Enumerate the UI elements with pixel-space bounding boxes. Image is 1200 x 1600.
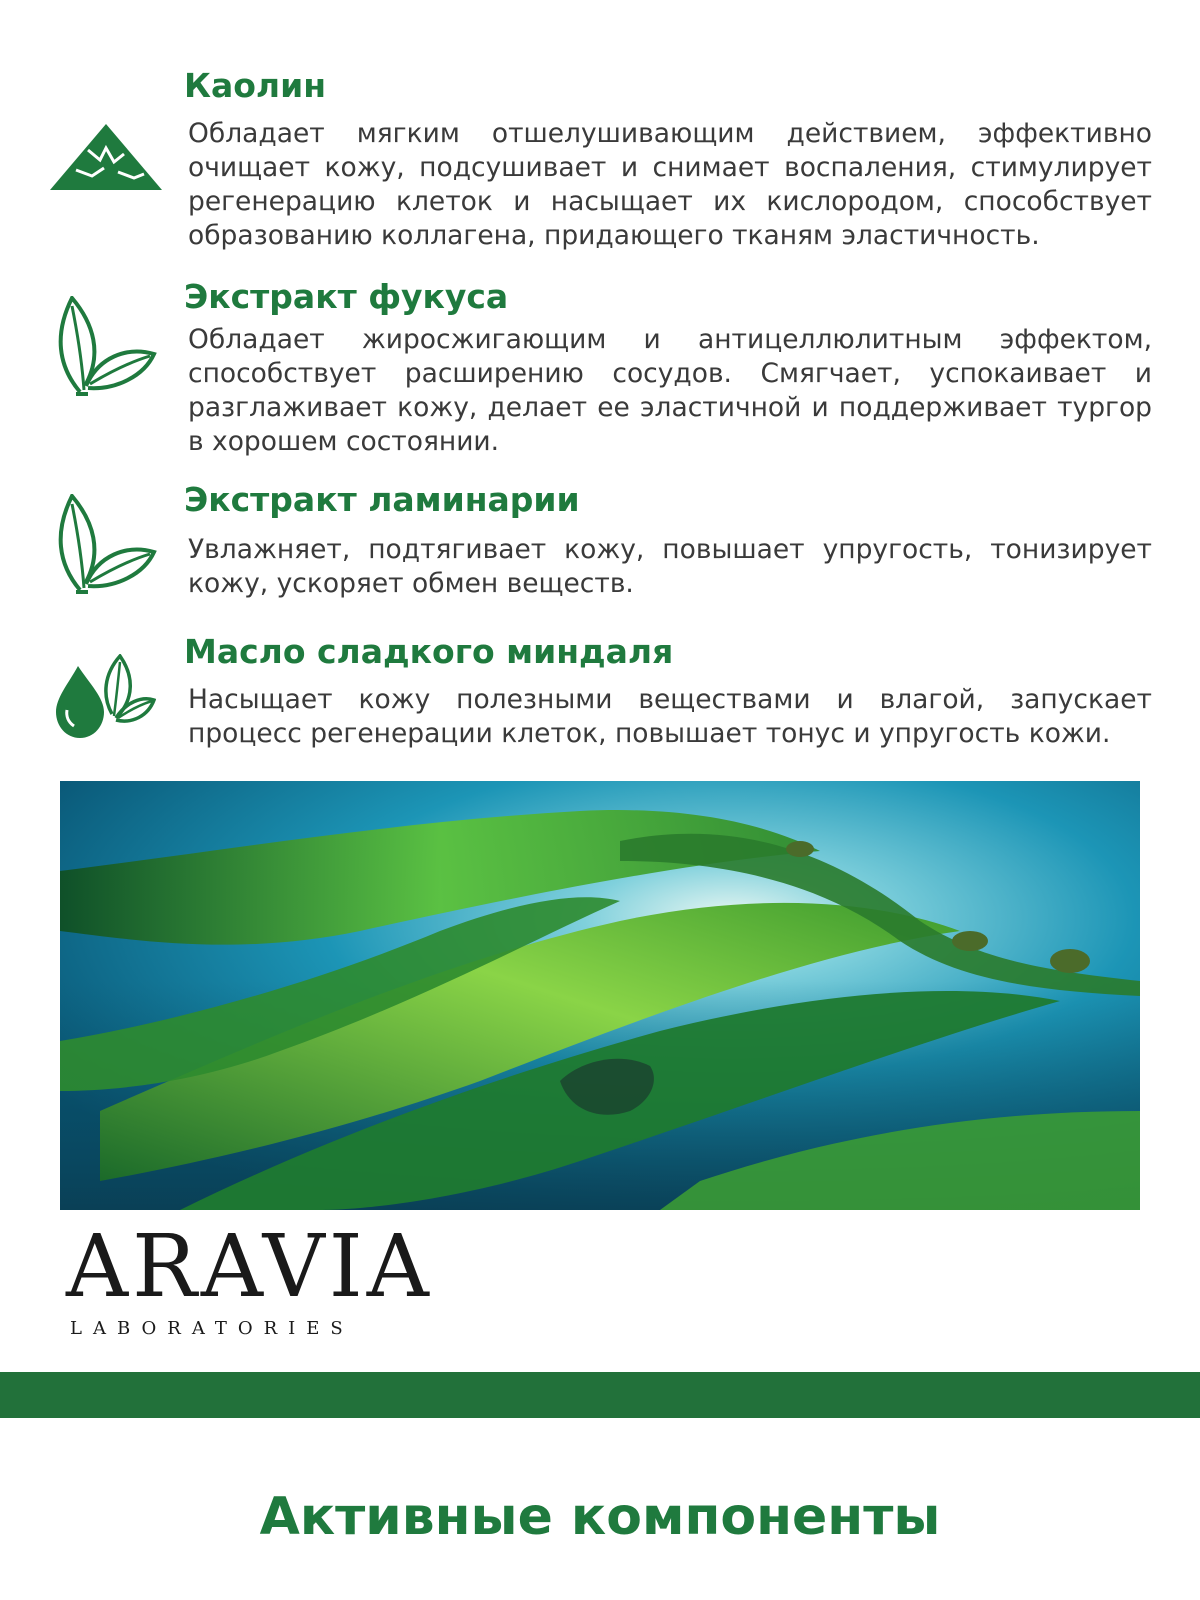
brand-name: ARAVIA xyxy=(66,1217,433,1317)
ingredient-description: Увлажняет, подтягивает кожу, повышает упругость, тонизирует кожу, ускоряет обмен веществ. xyxy=(188,534,1152,599)
green-divider-band xyxy=(0,1372,1200,1418)
oil-drop-leaves-icon xyxy=(52,654,156,740)
ingredient-title: Экстракт ламинарии xyxy=(184,480,580,519)
ingredient-description: Обладает мягким отшелушивающим действием, эффективно очищает кожу, подсушивает и снимает воспаления, стимулирует регенерацию клеток и насыщает их кислородом, способствует образованию коллагена, придающего тканям эластичность. xyxy=(188,118,1152,251)
leaves-icon xyxy=(50,494,158,594)
leaves-icon xyxy=(50,296,158,396)
ingredient-title: Экстракт фукуса xyxy=(184,277,509,316)
kelp-underwater-photo xyxy=(60,781,1140,1210)
ingredient-description: Насыщает кожу полезными веществами и влагой, запускает процесс регенерации клеток, повышает тонус и упругость кожи. xyxy=(188,684,1152,749)
aravia-logo xyxy=(66,1217,433,1339)
mountain-icon xyxy=(48,120,164,192)
brand-subtitle: LABORATORIES xyxy=(70,1318,354,1339)
ingredient-description: Обладает жиросжигающим и антицеллюлитным эффектом, способствует расширению сосудов. Смягчает, успокаивает и разглаживает кожу, делает ее эластичной и поддерживает тургор в хорошем состоянии. xyxy=(188,324,1152,457)
ingredient-title: Масло сладкого миндаля xyxy=(184,632,674,671)
ingredient-title: Каолин xyxy=(184,66,327,105)
page-title: Активные компоненты xyxy=(259,1487,941,1547)
